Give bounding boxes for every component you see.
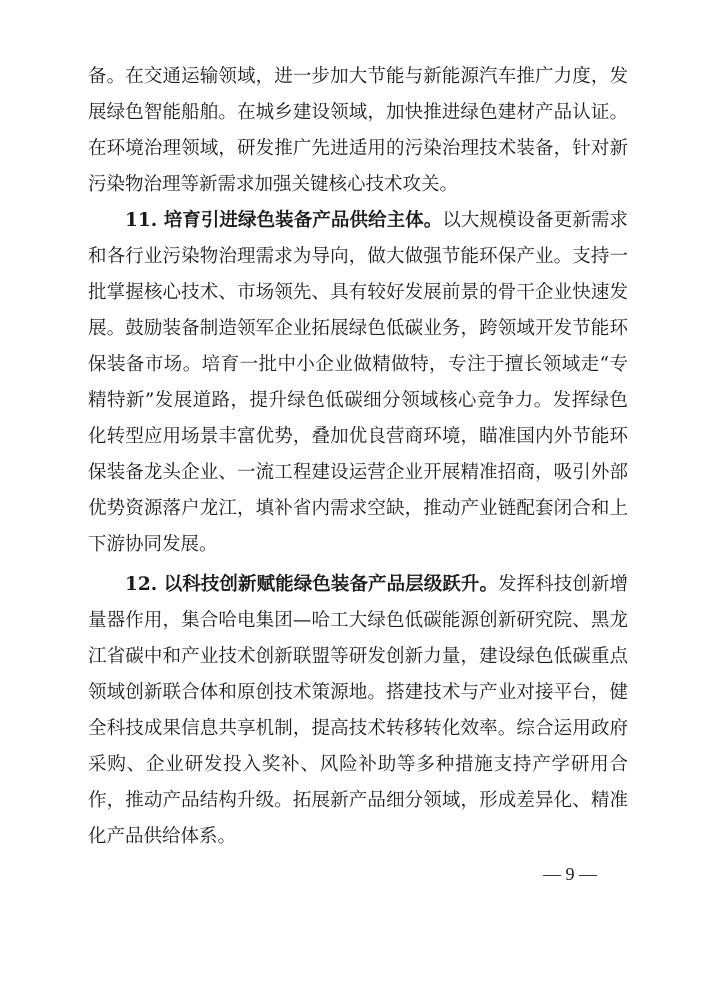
- section-12-heading: 12. 以科技创新赋能绿色装备产品层级跃升。: [125, 574, 499, 595]
- section-12-body: 发挥科技创新增量器作用，集合哈电集团—哈工大绿色低碳能源创新研究院、黑龙江省碳中和产业技术创新联盟等研发创新力量，建设绿色低碳重点领域创新联合体和原创技术策源地。搭建技术与产业对接平台，健全科技成果信息共享机制，提高技术转移转化效率。综合运用政府采购、企业研发投入奖补、风险补助等多种措施支持产学研用合作，推动产品结构升级。拓展新产品细分领域，形成差异化、精准化产品供给体系。: [88, 574, 628, 847]
- section-11-body: 以大规模设备更新需求和各行业污染物治理需求为导向，做大做强节能环保产业。支持一批掌握核心技术、市场领先、具有较好发展前景的骨干企业快速发展。鼓励装备制造领军企业拓展绿色低碳业务，跨领域开发节能环保装备市场。培育一批中小企业做精做特，专注于擅长领域走“专精特新”发展道路，提升绿色低碳细分领域核心竞争力。发挥绿色化转型应用场景丰富优势，叠加优良营商环境，瞄准国内外节能环保装备龙头企业、一流工程建设运营企业开展精准招商，吸引外部优势资源落户龙江，填补省内需求空缺，推动产业链配套闭合和上下游协同发展。: [88, 210, 628, 555]
- section-11-heading: 11. 培育引进绿色装备产品供给主体。: [125, 210, 443, 231]
- section-12-paragraph: [88, 567, 628, 855]
- page-number: — 9 —: [543, 864, 597, 884]
- section-11-paragraph: [88, 203, 628, 563]
- continuation-paragraph: 备。在交通运输领域，进一步加大节能与新能源汽车推广力度，发展绿色智能船舶。在城乡建设领域，加快推进绿色建材产品认证。在环境治理领域，研发推广先进适用的污染治理技术装备，针对新污染物治理等新需求加强关键核心技术攻关。: [88, 66, 628, 195]
